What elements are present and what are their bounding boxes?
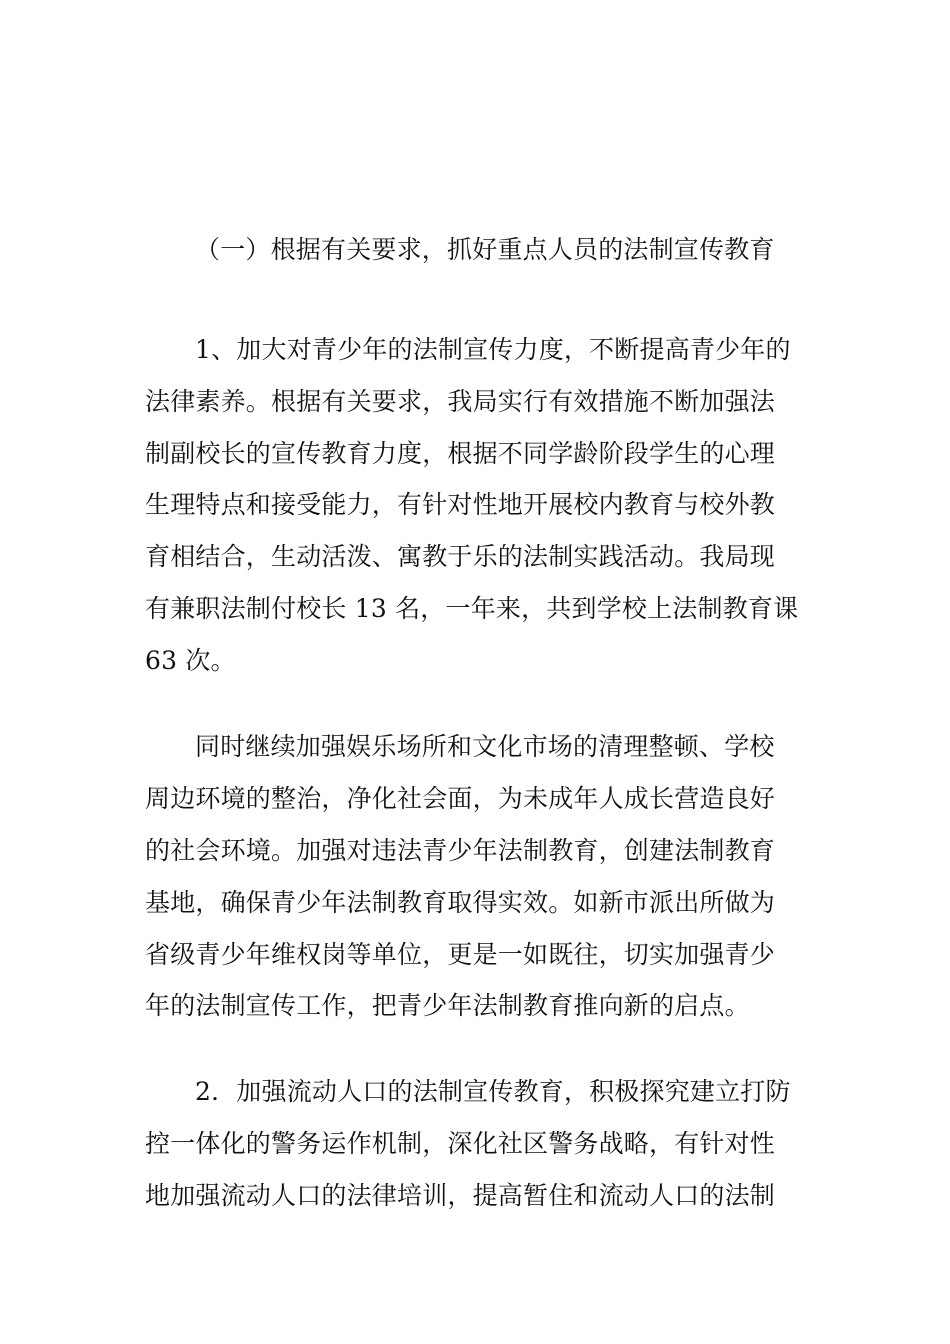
paragraph-2-line-5: 省级青少年维权岗等单位，更是一如既往，切实加强青少 [145,940,776,969]
paragraph-1-line-2: 法律素养。根据有关要求，我局实行有效措施不断加强法 [145,387,776,416]
paragraph-2-line-2: 周边环境的整治，净化社会面，为未成年人成长营造良好 [145,784,776,813]
paragraph-1-line-1: 1、加大对青少年的法制宣传力度，不断提高青少年的 [195,335,791,364]
paragraph-1-line-5: 育相结合，生动活泼、寓教于乐的法制实践活动。我局现 [145,542,776,571]
paragraph-3-line-1: 2．加强流动人口的法制宣传教育，积极探究建立打防 [195,1077,791,1106]
paragraph-2-line-1: 同时继续加强娱乐场所和文化市场的清理整顿、学校 [195,732,775,761]
paragraph-2-line-3: 的社会环境。加强对违法青少年法制教育，创建法制教育 [145,836,776,865]
paragraph-2-line-4: 基地，确保青少年法制教育取得实效。如新市派出所做为 [145,888,776,917]
paragraph-1-line-6: 有兼职法制付校长 13 名，一年来，共到学校上法制教育课 [145,594,799,623]
section-heading: （一）根据有关要求，抓好重点人员的法制宣传教育 [195,235,775,264]
paragraph-1-line-3: 制副校长的宣传教育力度，根据不同学龄阶段学生的心理 [145,439,776,468]
paragraph-3-line-2: 控一体化的警务运作机制，深化社区警务战略，有针对性 [145,1129,776,1158]
paragraph-2-line-6: 年的法制宣传工作，把青少年法制教育推向新的启点。 [145,991,750,1020]
paragraph-1-line-4: 生理特点和接受能力，有针对性地开展校内教育与校外教 [145,490,776,519]
paragraph-3-line-3: 地加强流动人口的法律培训，提高暂住和流动人口的法制 [145,1181,776,1210]
paragraph-1-line-7: 63 次。 [145,646,236,675]
